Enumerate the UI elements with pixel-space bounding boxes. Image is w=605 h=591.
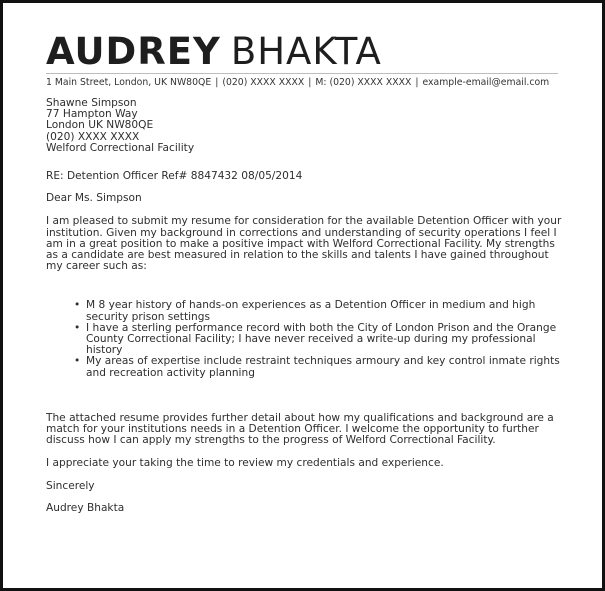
letterhead <box>46 31 566 90</box>
contact-separator: | <box>215 77 219 88</box>
signature-name: Audrey Bhakta <box>46 501 125 514</box>
last-name: BHAKTA <box>230 30 382 73</box>
salutation: Dear Ms. Simpson <box>46 192 142 205</box>
contact-separator: | <box>415 77 419 88</box>
recipient-city: London UK NW80QE <box>46 119 154 132</box>
recipient-company: Welford Correctional Facility <box>46 141 195 154</box>
closing: Sincerely <box>46 479 95 492</box>
recipient-name: Shawne Simpson <box>46 97 137 109</box>
letter-body <box>46 98 564 514</box>
header-divider <box>46 73 558 74</box>
contact-address: 1 Main Street, London, UK NW80QE <box>46 77 212 88</box>
intro-paragraph: I am pleased to submit my resume for consideration for the available Detention Officer with your institution. Given my background in corrections and understanding of security operations I feel I am in a great position to make a positive impact with Welford Correctional Facility. My strengths as a candidate are best measured in relation to the skills and talents I have gained throughout my career such as: <box>46 215 562 273</box>
appreciation-paragraph: I appreciate your taking the time to review my credentials and experience. <box>46 457 444 470</box>
strengths-list <box>46 300 564 378</box>
recipient-address <box>46 98 564 154</box>
contact-separator: | <box>308 77 312 88</box>
contact-line <box>46 75 566 90</box>
recipient-phone: (020) XXXX XXXX <box>46 130 140 143</box>
reference-line: RE: Detention Officer Ref# 8847432 08/05/2014 <box>46 170 303 183</box>
applicant-name <box>46 31 566 73</box>
contact-mobile: M: (020) XXXX XXXX <box>315 77 412 88</box>
contact-phone: (020) XXXX XXXX <box>222 77 305 88</box>
resume-paragraph: The attached resume provides further detail about how my qualifications and background are a match for your institutions needs in a Detention Officer. I welcome the opportunity to further discuss how I can apply my strengths to the progress of Welford Correctional Facility. <box>46 411 554 447</box>
list-item: • M 8 year history of hands-on experiences as a Detention Officer in medium and high security prison settings <box>86 300 564 322</box>
first-name: AUDREY <box>46 30 221 73</box>
list-item: • I have a sterling performance record with both the City of London Prison and the Orange County Correctional Facility; I have never received a write-up during my professional history <box>86 323 564 357</box>
contact-email: example-email@email.com <box>422 77 550 88</box>
recipient-street: 77 Hampton Way <box>46 108 138 121</box>
list-item: • My areas of expertise include restraint techniques armoury and key control inmate rights and recreation activity planning <box>86 356 564 378</box>
